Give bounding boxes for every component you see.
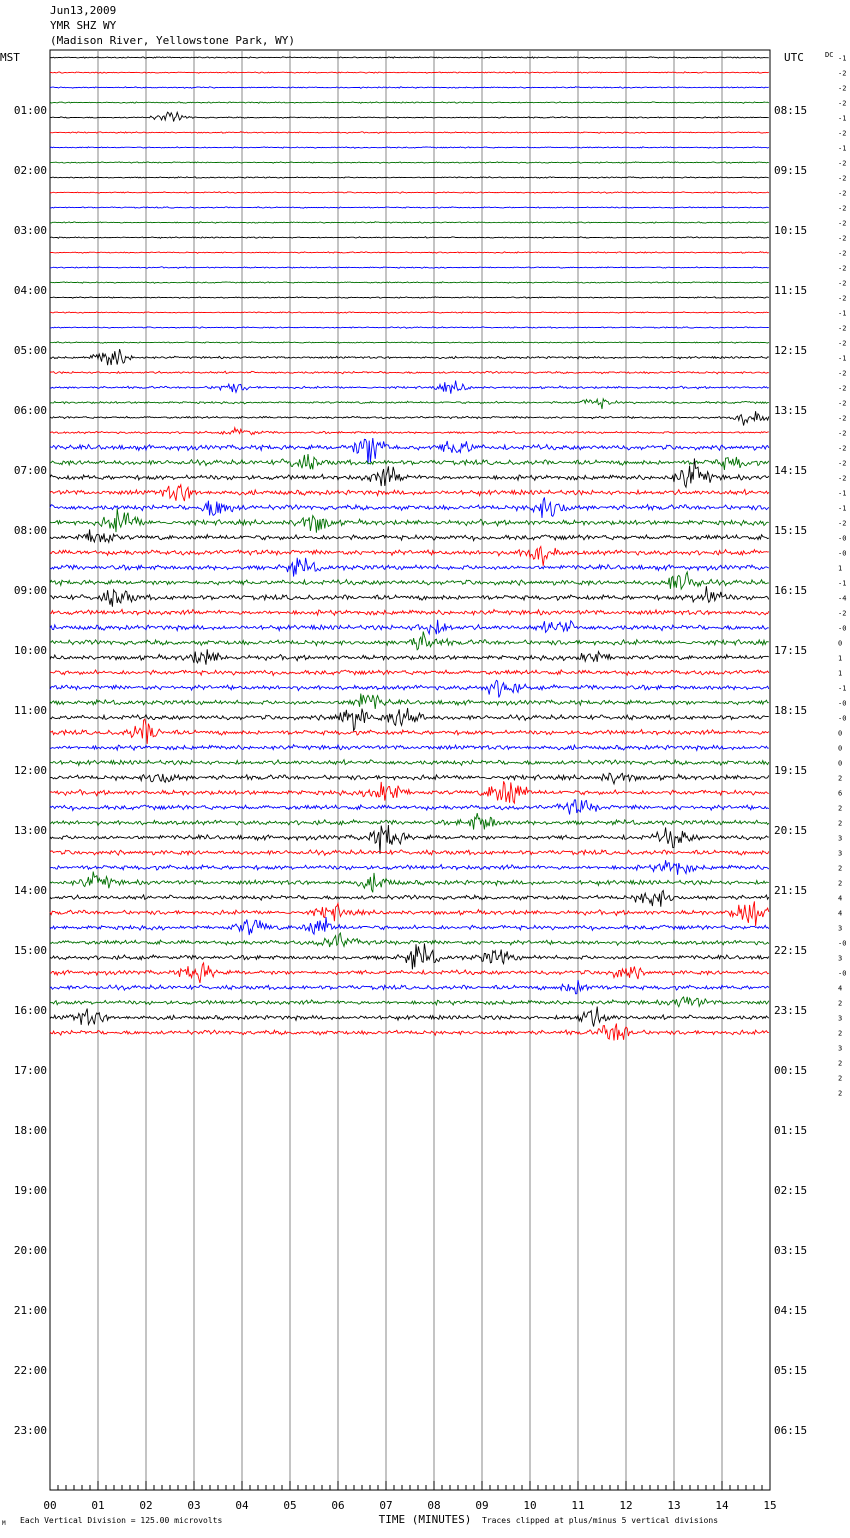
trace-row xyxy=(50,860,769,875)
trace-row xyxy=(50,745,769,751)
trace-row xyxy=(50,620,769,634)
dc-offset-label: 2 xyxy=(838,1074,843,1083)
dc-offset-label: -2 xyxy=(838,204,847,213)
trace-row xyxy=(50,963,769,983)
mst-hour-label: 14:00 xyxy=(13,884,47,897)
mst-hour-label: 22:00 xyxy=(13,1364,47,1377)
mst-hour-label: 07:00 xyxy=(13,464,47,477)
trace-row xyxy=(50,680,769,697)
dc-offset-label: 0 xyxy=(838,639,843,648)
x-tick-label: 10 xyxy=(523,1499,537,1512)
trace-row xyxy=(50,760,769,766)
mst-hour-label: 11:00 xyxy=(13,704,47,717)
utc-hour-label: 01:15 xyxy=(774,1124,808,1137)
dc-offset-label: -2 xyxy=(838,384,847,393)
utc-hour-label: 16:15 xyxy=(774,584,808,597)
dc-offset-label: -1 xyxy=(838,144,847,153)
dc-offset-label: -0 xyxy=(838,939,847,948)
header-location: (Madison River, Yellowstone Park, WY) xyxy=(50,34,296,47)
dc-offset-label: -1 xyxy=(838,684,847,693)
utc-hour-label: 02:15 xyxy=(774,1184,808,1197)
dc-offset-label: 0 xyxy=(838,729,843,738)
dc-offset-label: 3 xyxy=(838,924,843,933)
trace-row xyxy=(50,112,769,121)
x-tick-label: 06 xyxy=(331,1499,345,1512)
dc-offset-label: -0 xyxy=(838,699,847,708)
trace-row xyxy=(50,1024,769,1041)
trace-row xyxy=(50,558,769,577)
dc-offset-label: -2 xyxy=(838,414,847,423)
corner-mark: M xyxy=(2,1520,6,1527)
x-tick-label: 08 xyxy=(427,1499,441,1512)
dc-offset-label: 1 xyxy=(838,654,843,663)
scale-note: Each Vertical Division = 125.00 microvolts xyxy=(20,1516,223,1525)
utc-hour-label: 11:15 xyxy=(774,284,808,297)
trace-row xyxy=(50,773,769,784)
trace-row xyxy=(50,297,769,299)
trace-row xyxy=(50,87,769,89)
utc-hour-label: 14:15 xyxy=(774,464,808,477)
trace-row xyxy=(50,997,769,1007)
utc-axis-label: UTC xyxy=(784,51,804,64)
mst-hour-label: 01:00 xyxy=(13,104,47,117)
x-tick-label: 13 xyxy=(667,1499,681,1512)
dc-offset-label: 2 xyxy=(838,999,843,1008)
trace-row xyxy=(50,980,769,994)
trace-row xyxy=(50,1007,769,1027)
trace-row xyxy=(50,438,769,464)
mst-hour-label: 16:00 xyxy=(13,1004,47,1017)
mst-hour-label: 17:00 xyxy=(13,1064,47,1077)
dc-offset-label: 2 xyxy=(838,1029,843,1038)
dc-offset-label: 6 xyxy=(838,789,843,798)
utc-hour-label: 19:15 xyxy=(774,764,808,777)
dc-offset-label: -2 xyxy=(838,324,847,333)
trace-row xyxy=(50,719,769,744)
dc-offset-label: 1 xyxy=(838,564,843,573)
dc-offset-label: -1 xyxy=(838,54,847,63)
utc-hour-label: 12:15 xyxy=(774,344,808,357)
dc-offset-label: 0 xyxy=(838,744,843,753)
mst-hour-label: 15:00 xyxy=(13,944,47,957)
x-tick-label: 15 xyxy=(763,1499,777,1512)
utc-hour-label: 10:15 xyxy=(774,224,808,237)
x-tick-label: 14 xyxy=(715,1499,729,1512)
utc-hour-label: 09:15 xyxy=(774,164,808,177)
trace-row xyxy=(50,327,769,329)
trace-row xyxy=(50,670,769,676)
dc-offset-label: 1 xyxy=(838,669,843,678)
trace-row xyxy=(50,381,769,394)
dc-offset-label: -2 xyxy=(838,219,847,228)
dc-offset-label: -2 xyxy=(838,69,847,78)
dc-offset-label: 3 xyxy=(838,954,843,963)
dc-offset-label: 4 xyxy=(838,894,843,903)
trace-row xyxy=(50,57,769,58)
dc-offset-label: -1 xyxy=(838,114,847,123)
dc-offset-label: 2 xyxy=(838,864,843,873)
dc-offset-label: -2 xyxy=(838,444,847,453)
dc-offset-label: -1 xyxy=(838,309,847,318)
mst-hour-label: 02:00 xyxy=(13,164,47,177)
trace-row xyxy=(50,371,769,374)
x-axis-title: TIME (MINUTES) xyxy=(378,1513,472,1526)
dc-offset-label: -2 xyxy=(838,129,847,138)
dc-offset-label: -2 xyxy=(838,174,847,183)
utc-hour-label: 00:15 xyxy=(774,1064,808,1077)
dc-offset-label: 2 xyxy=(838,774,843,783)
dc-offset-label: -2 xyxy=(838,99,847,108)
dc-offset-label: -1 xyxy=(838,504,847,513)
dc-offset-label: -2 xyxy=(838,369,847,378)
dc-offset-label: -0 xyxy=(838,969,847,978)
trace-row xyxy=(50,454,769,470)
x-tick-label: 11 xyxy=(571,1499,585,1512)
trace-row xyxy=(50,237,769,239)
x-tick-label: 05 xyxy=(283,1499,297,1512)
mst-hour-label: 12:00 xyxy=(13,764,47,777)
dc-offset-label: -2 xyxy=(838,294,847,303)
x-tick-label: 00 xyxy=(43,1499,57,1512)
trace-row xyxy=(50,933,769,947)
dc-offset-label: 2 xyxy=(838,1059,843,1068)
trace-row xyxy=(50,708,769,731)
dc-offset-label: 3 xyxy=(838,1014,843,1023)
plot-frame xyxy=(50,50,770,1490)
mst-hour-label: 20:00 xyxy=(13,1244,47,1257)
x-tick-label: 02 xyxy=(139,1499,153,1512)
dc-offset-label: -2 xyxy=(838,249,847,258)
dc-offset-label: -0 xyxy=(838,624,847,633)
dc-offset-label: -2 xyxy=(838,234,847,243)
trace-row xyxy=(50,529,769,542)
trace-row xyxy=(50,192,769,194)
x-tick-label: 01 xyxy=(91,1499,105,1512)
mst-hour-label: 05:00 xyxy=(13,344,47,357)
dc-offset-label: -2 xyxy=(838,474,847,483)
mst-hour-label: 18:00 xyxy=(13,1124,47,1137)
trace-row xyxy=(50,147,769,149)
trace-row xyxy=(50,891,769,907)
dc-offset-label: -1 xyxy=(838,354,847,363)
dc-offset-label: 3 xyxy=(838,1044,843,1053)
utc-hour-label: 03:15 xyxy=(774,1244,808,1257)
trace-row xyxy=(50,609,769,615)
trace-row xyxy=(50,872,769,893)
trace-row xyxy=(50,572,769,589)
utc-hour-label: 08:15 xyxy=(774,104,808,117)
mst-hour-label: 10:00 xyxy=(13,644,47,657)
mst-hour-label: 19:00 xyxy=(13,1184,47,1197)
dc-offset-label: -0 xyxy=(838,549,847,558)
dc-offset-label: -0 xyxy=(838,714,847,723)
dc-offset-label: 0 xyxy=(838,759,843,768)
dc-offset-label: -1 xyxy=(838,579,847,588)
dc-offset-label: 2 xyxy=(838,804,843,813)
utc-hour-label: 05:15 xyxy=(774,1364,808,1377)
dc-offset-label: -2 xyxy=(838,189,847,198)
mst-axis-label: MST xyxy=(0,51,20,64)
trace-row xyxy=(50,252,769,254)
dc-offset-label: 3 xyxy=(838,849,843,858)
dc-offset-label: -4 xyxy=(838,594,847,603)
utc-hour-label: 20:15 xyxy=(774,824,808,837)
trace-row xyxy=(50,342,769,344)
x-tick-label: 04 xyxy=(235,1499,249,1512)
dc-offset-label: -2 xyxy=(838,279,847,288)
utc-hour-label: 04:15 xyxy=(774,1304,808,1317)
trace-row xyxy=(50,813,769,830)
dc-offset-label: 2 xyxy=(838,819,843,828)
trace-row xyxy=(50,497,769,518)
dc-offset-label: -2 xyxy=(838,399,847,408)
mst-hour-label: 13:00 xyxy=(13,824,47,837)
dc-label: DC xyxy=(825,51,834,59)
trace-row xyxy=(50,102,769,104)
trace-row xyxy=(50,649,769,664)
trace-row xyxy=(50,850,769,856)
trace-row xyxy=(50,917,769,935)
dc-offset-label: -2 xyxy=(838,609,847,618)
trace-row xyxy=(50,177,769,178)
utc-hour-label: 13:15 xyxy=(774,404,808,417)
dc-offset-label: 2 xyxy=(838,1089,843,1098)
dc-offset-label: -2 xyxy=(838,339,847,348)
dc-offset-label: -2 xyxy=(838,84,847,93)
mst-hour-label: 06:00 xyxy=(13,404,47,417)
trace-row xyxy=(50,586,769,607)
dc-offset-label: -2 xyxy=(838,429,847,438)
x-tick-label: 07 xyxy=(379,1499,393,1512)
trace-row xyxy=(50,207,769,209)
utc-hour-label: 18:15 xyxy=(774,704,808,717)
trace-row xyxy=(50,781,769,803)
mst-hour-label: 03:00 xyxy=(13,224,47,237)
trace-row xyxy=(50,222,769,224)
trace-row xyxy=(50,72,769,73)
mst-hour-label: 08:00 xyxy=(13,524,47,537)
dc-offset-label: -2 xyxy=(838,264,847,273)
trace-row xyxy=(50,485,769,501)
dc-offset-label: 4 xyxy=(838,984,843,993)
trace-row xyxy=(50,312,769,313)
trace-row xyxy=(50,399,769,409)
trace-row xyxy=(50,162,769,164)
trace-row xyxy=(50,825,769,854)
clip-note: Traces clipped at plus/minus 5 vertical divisions xyxy=(482,1516,719,1525)
utc-hour-label: 06:15 xyxy=(774,1424,808,1437)
x-tick-label: 12 xyxy=(619,1499,633,1512)
trace-row xyxy=(50,800,769,815)
trace-row xyxy=(50,694,769,710)
trace-row xyxy=(50,632,769,650)
header-date: Jun13,2009 xyxy=(50,4,117,17)
utc-hour-label: 21:15 xyxy=(774,884,808,897)
utc-hour-label: 15:15 xyxy=(774,524,808,537)
mst-hour-label: 09:00 xyxy=(13,584,47,597)
trace-row xyxy=(50,428,769,435)
dc-offset-label: 4 xyxy=(838,909,843,918)
mst-hour-label: 23:00 xyxy=(13,1424,47,1437)
trace-row xyxy=(50,349,769,365)
trace-row xyxy=(50,508,769,532)
dc-offset-label: -2 xyxy=(838,159,847,168)
mst-hour-label: 21:00 xyxy=(13,1304,47,1317)
dc-offset-label: -0 xyxy=(838,534,847,543)
x-tick-label: 03 xyxy=(187,1499,201,1512)
trace-row xyxy=(50,547,769,566)
utc-hour-label: 17:15 xyxy=(774,644,808,657)
dc-offset-label: 3 xyxy=(838,834,843,843)
mst-hour-label: 04:00 xyxy=(13,284,47,297)
trace-row xyxy=(50,411,769,425)
dc-offset-label: -2 xyxy=(838,519,847,528)
trace-row xyxy=(50,267,769,269)
dc-offset-label: -2 xyxy=(838,459,847,468)
dc-offset-label: 2 xyxy=(838,879,843,888)
header-station: YMR SHZ WY xyxy=(50,19,117,32)
utc-hour-label: 22:15 xyxy=(774,944,808,957)
utc-hour-label: 23:15 xyxy=(774,1004,808,1017)
trace-row xyxy=(50,282,769,284)
trace-row xyxy=(50,132,769,134)
trace-row xyxy=(50,943,769,969)
dc-offset-label: -1 xyxy=(838,489,847,498)
x-tick-label: 09 xyxy=(475,1499,489,1512)
